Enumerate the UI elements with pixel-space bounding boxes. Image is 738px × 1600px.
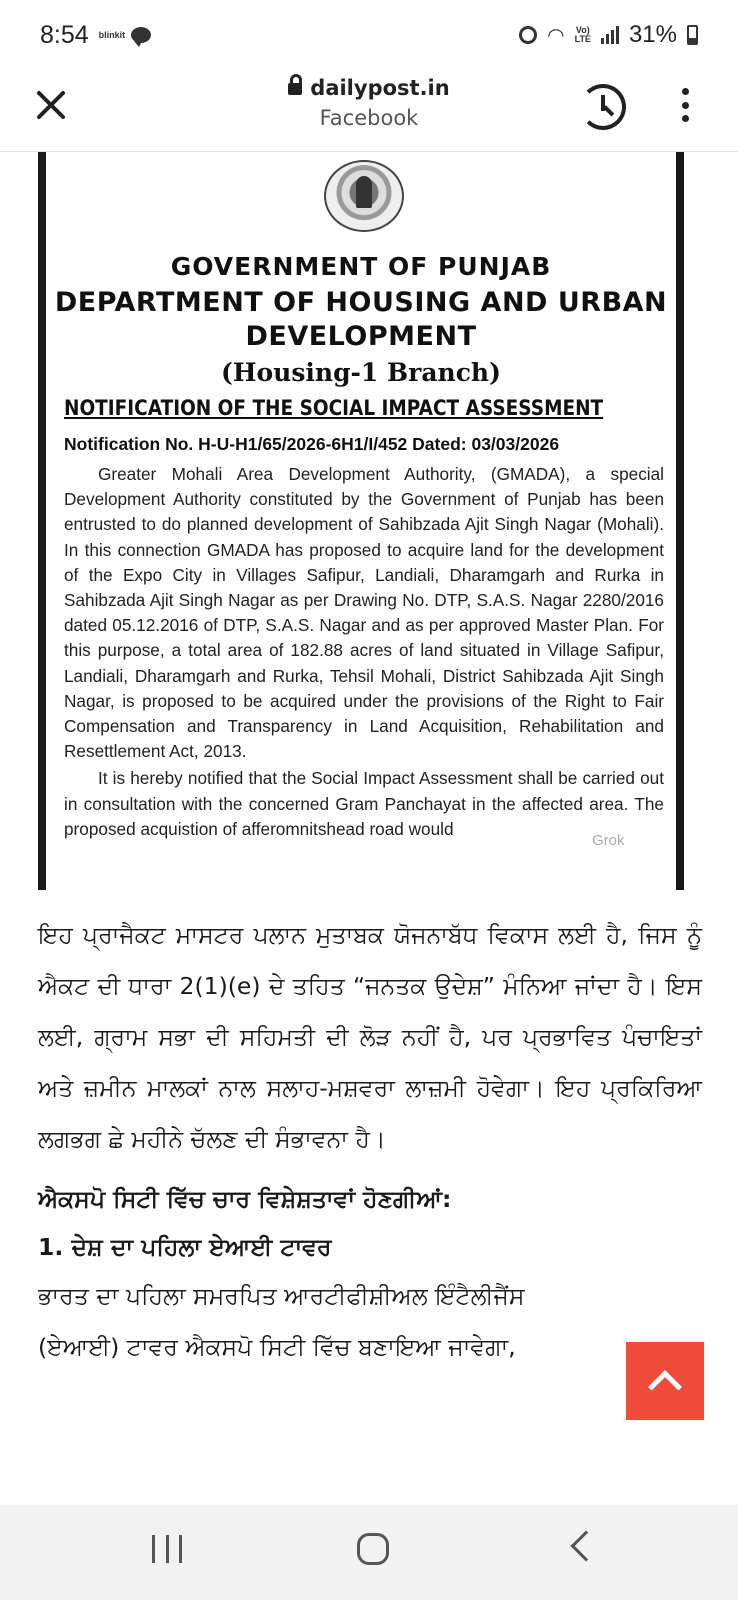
notice-border-left <box>38 152 46 890</box>
status-bar <box>0 0 738 70</box>
article-paragraph-line: ਭਾਰਤ ਦਾ ਪਹਿਲਾ ਸਮਰਪਿਤ ਆਰਟੀਫੀਸ਼ੀਅਲ ਇੰਟੈਲੀਜੈਂਸ <box>38 1282 525 1310</box>
battery-icon <box>687 25 698 45</box>
close-icon[interactable] <box>30 84 72 126</box>
more-options-icon[interactable] <box>680 88 690 122</box>
article-paragraph: ਇਹ ਪ੍ਰਾਜੈਕਟ ਮਾਸਟਰ ਪਲਾਨ ਮੁਤਾਬਕ ਯੋਜਨਾਬੱਧ ਵਿਕਾਸ ਲਈ ਹੈ, ਜਿਸ ਨੂੰ ਐਕਟ ਦੀ ਧਾਰਾ 2(1)(e) ਦੇ ਤਹਿਤ “ਜਨਤਕ ਉਦੇਸ਼” ਮੰਨਿਆ ਜਾਂਦਾ ਹੈ। ਇਸ ਲਈ, ਗ੍ਰਾਮ ਸਭਾ ਦੀ ਸਹਿਮਤੀ ਦੀ ਲੋੜ ਨਹੀਂ ਹੈ, ਪਰ ਪ੍ਰਭਾਵਿਤ ਪੰਚਾਇਤਾਂ ਅਤੇ ਜ਼ਮੀਨ ਮਾਲਕਾਂ ਨਾਲ ਸਲਾਹ-ਮਸ਼ਵਰਾ ਲਾਜ਼ਮੀ ਹੋਵੇਗਾ। ਇਹ ਪ੍ਰਕਿਰਿਆ ਲਗਭਗ ਛੇ ਮਹੀਨੇ ਚੱਲਣ ਦੀ ਸੰਭਾਵਨਾ ਹੈ। <box>38 921 702 1153</box>
notice-title: NOTIFICATION OF THE SOCIAL IMPACT ASSESSMENT <box>64 396 604 420</box>
home-icon[interactable] <box>357 1533 389 1565</box>
in-app-browser-toolbar <box>0 70 738 152</box>
notice-border-right <box>676 152 684 890</box>
article-subheading: 1. ਦੇਸ਼ ਦਾ ਪਹਿਲਾ ਏਆਈ ਟਾਵਰ <box>38 1233 332 1261</box>
notice-government: GOVERNMENT OF PUNJAB <box>170 252 552 281</box>
article-paragraph-line: (ਏਆਈ) ਟਾਵਰ ਐਕਸਪੋ ਸਿਟੀ ਵਿੱਚ ਬਣਾਇਆ ਜਾਵੇਗਾ, <box>38 1333 516 1361</box>
status-time: 8:54 <box>40 20 89 49</box>
notice-body <box>64 462 664 844</box>
notification-app-label: blinkit <box>98 30 126 40</box>
notification-image <box>38 152 684 890</box>
history-icon[interactable] <box>580 84 626 130</box>
notice-paragraph: Greater Mohali Area Development Authority, (GMADA), a special Development Authority constituted by the Government of Punjab has been entrusted to do planned development of Sahibzada Ajit Singh Nagar (Mohali). In this connection GMADA has proposed to acquire land for the development of the Expo City in Villages Safipur, Landiali, Dharamgarh and Rurka in Sahibzada Ajit Singh Nagar as per Drawing No. DTP, S.A.S. Nagar 2280/2016 dated 05.12.2016 of DTP, S.A.S. Nagar and as per approved Master Plan. For this purpose, a total area of 182.88 acres of land situated in Village Safipur, Landiali, Dharamgarh and Rurka, Tehsil Mohali, District Sahibzada Ajit Singh Nagar, is proposed to be acquired under the provisions of the Right to Fair Compensation and Transparency in Land Acquisition, Rehabilitation and Resettlement Act, 2013. <box>64 464 664 762</box>
chevron-up-icon <box>648 1370 682 1404</box>
scroll-to-top-button[interactable] <box>626 1342 704 1420</box>
state-emblem-icon <box>324 160 404 232</box>
browser-source: Facebook <box>319 106 419 130</box>
lock-icon <box>288 80 302 96</box>
notice-paragraph: It is hereby notified that the Social Impact Assessment shall be carried out in consultation with the concerned Gram Panchayat in the affected area. The proposed acquistion of afferomnitshead road would <box>64 768 664 839</box>
notice-branch: (Housing-1 Branch) <box>221 358 501 387</box>
recent-apps-icon[interactable] <box>152 1535 182 1563</box>
back-icon[interactable] <box>570 1530 601 1561</box>
url-domain: dailypost.in <box>310 76 450 100</box>
grok-watermark: Grok <box>592 832 625 849</box>
notice-number: Notification No. H-U-H1/65/2026-6H1/I/452 Dated: 03/03/2026 <box>64 434 560 454</box>
notice-department: DEPARTMENT OF HOUSING AND URBAN DEVELOPMENT <box>54 287 668 352</box>
url-display[interactable] <box>220 76 518 130</box>
article-body <box>38 910 702 1373</box>
battery-percent: 31% <box>628 21 677 48</box>
volte-icon: Vo) LTE <box>574 25 591 44</box>
system-navigation-bar <box>0 1505 738 1600</box>
signal-icon <box>601 26 619 44</box>
article-heading: ਐਕਸਪੋ ਸਿਟੀ ਵਿੱਚ ਚਾਰ ਵਿਸ਼ੇਸ਼ਤਾਵਾਂ ਹੋਣਗੀਆਂ: <box>38 1185 452 1213</box>
wifi-icon: ◠ <box>547 23 565 47</box>
chat-bubble-icon <box>131 27 151 43</box>
alarm-icon <box>519 26 537 44</box>
